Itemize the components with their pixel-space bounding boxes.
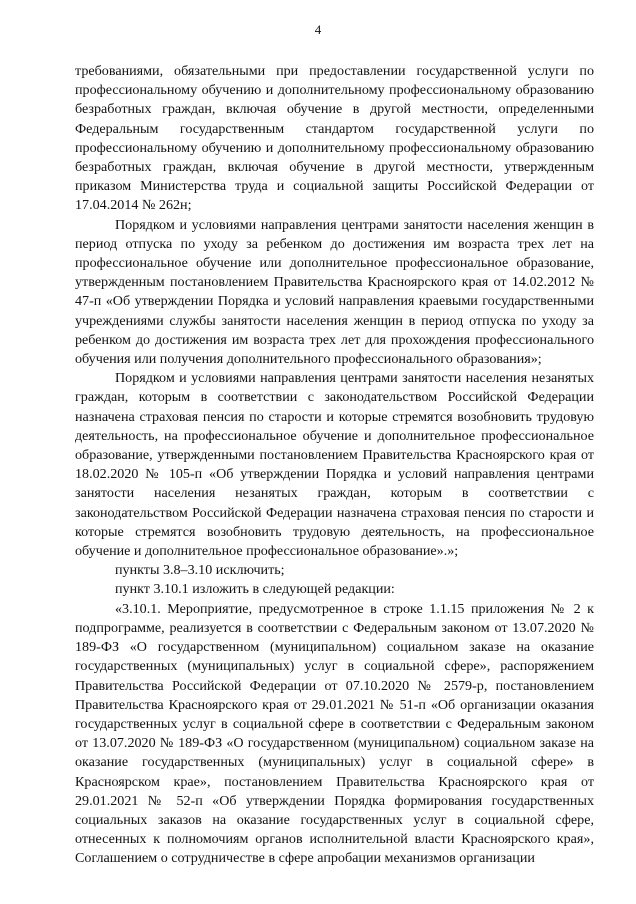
- paragraph-exclude-points: пункты 3.8–3.10 исключить;: [115, 562, 285, 579]
- paragraph-new-edition-intro: пункт 3.10.1 изложить в следующей редакции:: [115, 581, 395, 598]
- paragraph-requirements-continuation: требованиями, обязательными при предоставлении государственной услуги по профессиональному обучению и дополнительному профессиональному образованию безработных граждан, включая обучение в другой местности, определенными Федеральным государственным стандартом государственной услуги по профессиональному обучению и дополнительному профессиональному образованию безработных граждан, включая обучение в другой местности, утвержденным приказом Министерства труда и социальной защиты Российской Федерации от 17.04.2014 № 262н;: [75, 63, 594, 214]
- paragraph-women-parental-leave-order: Порядком и условиями направления центрами занятости населения женщин в период отпуска по уходу за ребенком до достижения им возраста трех лет на профессиональное обучение или дополнительное профессиональное образование, утвержденным постановлением Правительства Красноярского края от 14.02.2012 № 47-п «Об утверждении Порядка и условий направления краевыми государственными учреждениями службы занятости населения женщин в период отпуска по уходу за ребенком до достижения им возраста трех лет для прохождения профессионального обучения или получения дополнительного профессионального образования»;: [75, 216, 594, 368]
- paragraph-measure-3-10-1: «3.10.1. Мероприятие, предусмотренное в строке 1.1.15 приложения № 2 к подпрограмме, реализуется в соответствии с Федеральным законом от 13.07.2020 № 189-ФЗ «О государственном (муниципальном) социальном заказе на оказание государственных (муниципальных) услуг в социальной сфере», распоряжением Правительства Российской Федерации от 07.10.2020 № 2579-р, постановлением Правительства Красноярского края от 29.01.2021 № 51-п «Об организации оказания государственных услуг в социальной сфере в соответствии с Федеральным законом от 13.07.2020 № 189-ФЗ «О государственном (муниципальном) социальном заказе на оказание государственных (муниципальных) услуг в социальной сфере» в Красноярском крае», постановлением Правительства Красноярского края от 29.01.2021 № 52-п «Об утверждении Порядка формирования государственных социальных заказов на оказание государственных услуг в социальной сфере, отнесенных к полномочиям органов исполнительной власти Красноярского края», Соглашением о сотрудничестве в сфере апробации механизмов организации: [75, 600, 594, 867]
- document-body: [75, 62, 594, 869]
- page-number: 4: [314, 22, 322, 37]
- paragraph-pensioners-order: Порядком и условиями направления центрами занятости населения незанятых граждан, которым в соответствии с законодательством Российской Федерации назначена страховая пенсия по старости и которые стремятся возобновить трудовую деятельность, на профессиональное обучение и дополнительное профессиональное образование, утвержденными постановлением Правительства Красноярского края от 18.02.2020 № 105-п «Об утверждении Порядка и условий направления центрами занятости населения незанятых граждан, которым в соответствии с законодательством Российской Федерации назначена страховая пенсия по старости и которые стремятся возобновить трудовую деятельность, на профессиональное обучение и дополнительное профессиональное образование».»;: [75, 370, 594, 560]
